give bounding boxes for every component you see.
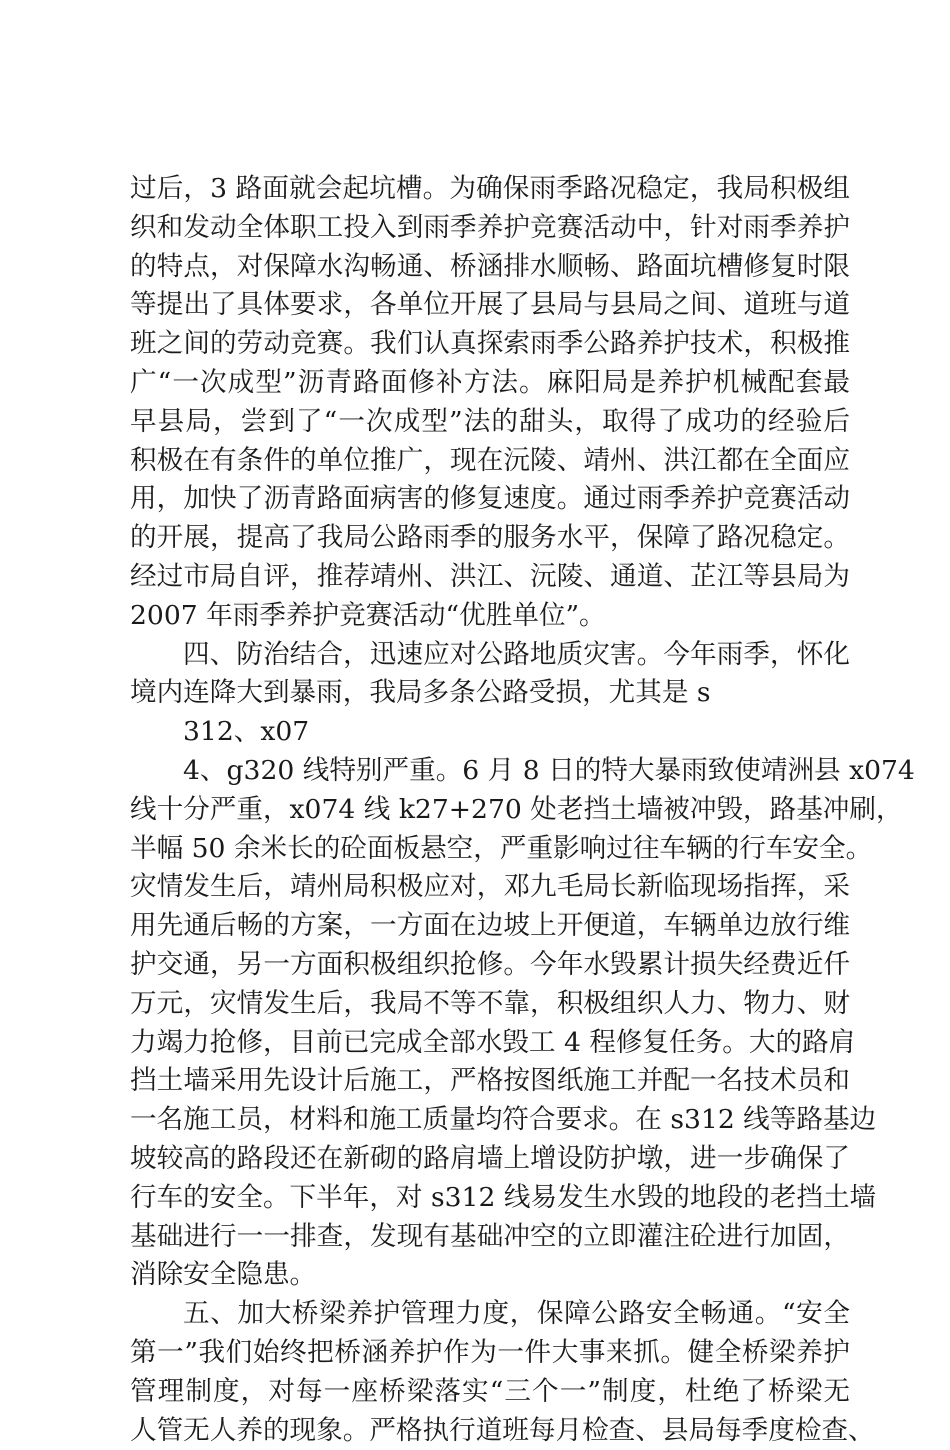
text-line: 的开展，提高了我局公路雨季的服务水平，保障了路况稳定。 [130, 519, 850, 558]
text-line: 护交通，另一方面积极组织抢修。今年水毁累计损失经费近仟 [130, 946, 850, 985]
text-line: 用先通后畅的方案，一方面在边坡上开便道，车辆单边放行维 [130, 907, 850, 946]
text-line: 一名施工员，材料和施工质量均符合要求。在 s312 线等路基边 [130, 1101, 850, 1140]
text-line: 消除安全隐患。 [130, 1256, 850, 1295]
text-line: 积极在有条件的单位推广，现在沅陵、靖州、洪江都在全面应 [130, 442, 850, 481]
text-line: 境内连降大到暴雨，我局多条公路受损，尤其是 s [130, 674, 850, 713]
text-line: 人管无人养的现象。严格执行道班每月检查、县局每季度检查、 [130, 1412, 850, 1450]
text-line: 力竭力抢修，目前已完成全部水毁工 4 程修复任务。大的路肩 [130, 1024, 850, 1063]
text-line: 第一”我们始终把桥涵养护作为一件大事来抓。健全桥梁养护 [130, 1334, 850, 1373]
paragraph-heading-line: 四、防治结合，迅速应对公路地质灾害。今年雨季，怀化 [130, 636, 850, 675]
text-line: 312、x07 [130, 713, 850, 752]
text-line: 早县局，尝到了“一次成型”法的甜头，取得了成功的经验后 [130, 403, 850, 442]
text-line: 管理制度，对每一座桥梁落实“三个一”制度，杜绝了桥梁无 [130, 1373, 850, 1412]
text-line: 用，加快了沥青路面病害的修复速度。通过雨季养护竞赛活动 [130, 480, 850, 519]
text-line: 挡土墙采用先设计后施工，严格按图纸施工并配一名技术员和 [130, 1062, 850, 1101]
text-line: 行车的安全。下半年，对 s312 线易发生水毁的地段的老挡土墙 [130, 1179, 850, 1218]
text-line: 班之间的劳动竞赛。我们认真探索雨季公路养护技术，积极推 [130, 325, 850, 364]
text-line: 2007 年雨季养护竞赛活动“优胜单位”。 [130, 597, 850, 636]
text-line: 坡较高的路段还在新砌的路肩墙上增设防护墩，进一步确保了 [130, 1140, 850, 1179]
text-line: 织和发动全体职工投入到雨季养护竞赛活动中，针对雨季养护 [130, 209, 850, 248]
paragraph-heading-line: 五、加大桥梁养护管理力度，保障公路安全畅通。“安全 [130, 1295, 850, 1334]
text-line: 的特点，对保障水沟畅通、桥涵排水顺畅、路面坑槽修复时限 [130, 248, 850, 287]
text-line: 基础进行一一排查，发现有基础冲空的立即灌注砼进行加固， [130, 1218, 850, 1257]
text-line: 万元，灾情发生后，我局不等不靠，积极组织人力、物力、财 [130, 985, 850, 1024]
text-line: 线十分严重，x074 线 k27+270 处老挡土墙被冲毁，路基冲刷， [130, 791, 850, 830]
text-line: 广“一次成型”沥青路面修补方法。麻阳局是养护机械配套最 [130, 364, 850, 403]
body-text [130, 170, 850, 1450]
text-line: 灾情发生后，靖州局积极应对，邓九毛局长新临现场指挥，采 [130, 868, 850, 907]
text-line: 经过市局自评，推荐靖州、洪江、沅陵、通道、芷江等县局为 [130, 558, 850, 597]
text-line: 4、g320 线特别严重。6 月 8 日的特大暴雨致使靖洲县 x074 [130, 752, 850, 791]
text-line: 过后，3 路面就会起坑槽。为确保雨季路况稳定，我局积极组 [130, 170, 850, 209]
text-line: 半幅 50 余米长的砼面板悬空，严重影响过往车辆的行车安全。 [130, 830, 850, 869]
text-line: 等提出了具体要求，各单位开展了县局与县局之间、道班与道 [130, 286, 850, 325]
